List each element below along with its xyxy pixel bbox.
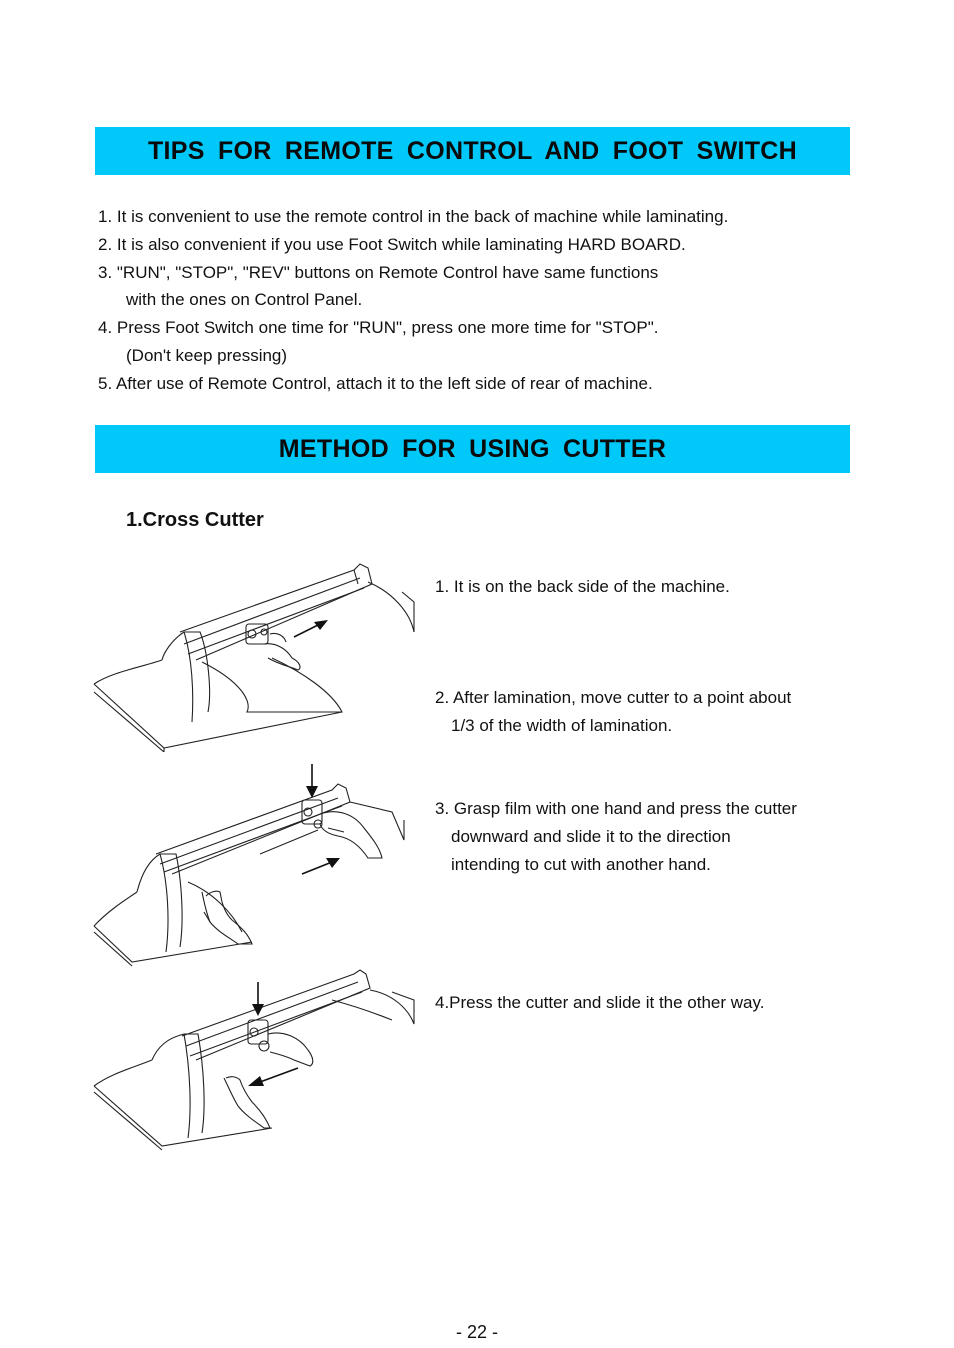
section-title-cutter: METHOD FOR USING CUTTER xyxy=(95,425,850,473)
step-2-line-2: 1/3 of the width of lamination. xyxy=(451,715,673,735)
cutter-illustration-3 xyxy=(92,968,418,1154)
step-4-line-1: 4.Press the cutter and slide it the other way. xyxy=(435,993,765,1012)
subheading-cross-cutter: 1.Cross Cutter xyxy=(126,509,264,531)
step-4-text xyxy=(435,989,764,1017)
step-1-text xyxy=(435,573,730,601)
tip-item-2: 2. It is also convenient if you use Foot Switch while laminating HARD BOARD. xyxy=(98,234,686,254)
page-number: - 22 - xyxy=(455,1322,498,1342)
step-2-text xyxy=(435,684,791,740)
tip-item-5: 5. After use of Remote Control, attach it to the left side of rear of machine. xyxy=(98,373,653,393)
tip-item-4: 4. Press Foot Switch one time for "RUN", press one more time for "STOP". xyxy=(98,318,659,338)
tips-list xyxy=(98,203,858,398)
step-3-line-3: intending to cut with another hand. xyxy=(451,854,711,874)
step-2-line-1: 2. After lamination, move cutter to a point about xyxy=(435,688,792,707)
step-3-text xyxy=(435,795,797,878)
section-title-tips: TIPS FOR REMOTE CONTROL AND FOOT SWITCH xyxy=(95,127,850,175)
tip-item-3: 3. "RUN", "STOP", "REV" buttons on Remote Control have same functions xyxy=(98,262,659,282)
tip-item-1: 1. It is convenient to use the remote control in the back of machine while laminating. xyxy=(98,207,729,226)
cutter-illustration-2 xyxy=(92,762,418,968)
tip-item-3-cont: with the ones on Control Panel. xyxy=(126,290,363,310)
cutter-illustration-1 xyxy=(92,562,418,752)
step-1-line-1: 1. It is on the back side of the machine. xyxy=(435,577,730,596)
step-3-line-1: 3. Grasp film with one hand and press the cutter xyxy=(435,799,797,818)
step-3-line-2: downward and slide it to the direction xyxy=(451,826,731,846)
tip-item-4-cont: (Don't keep pressing) xyxy=(126,345,288,365)
